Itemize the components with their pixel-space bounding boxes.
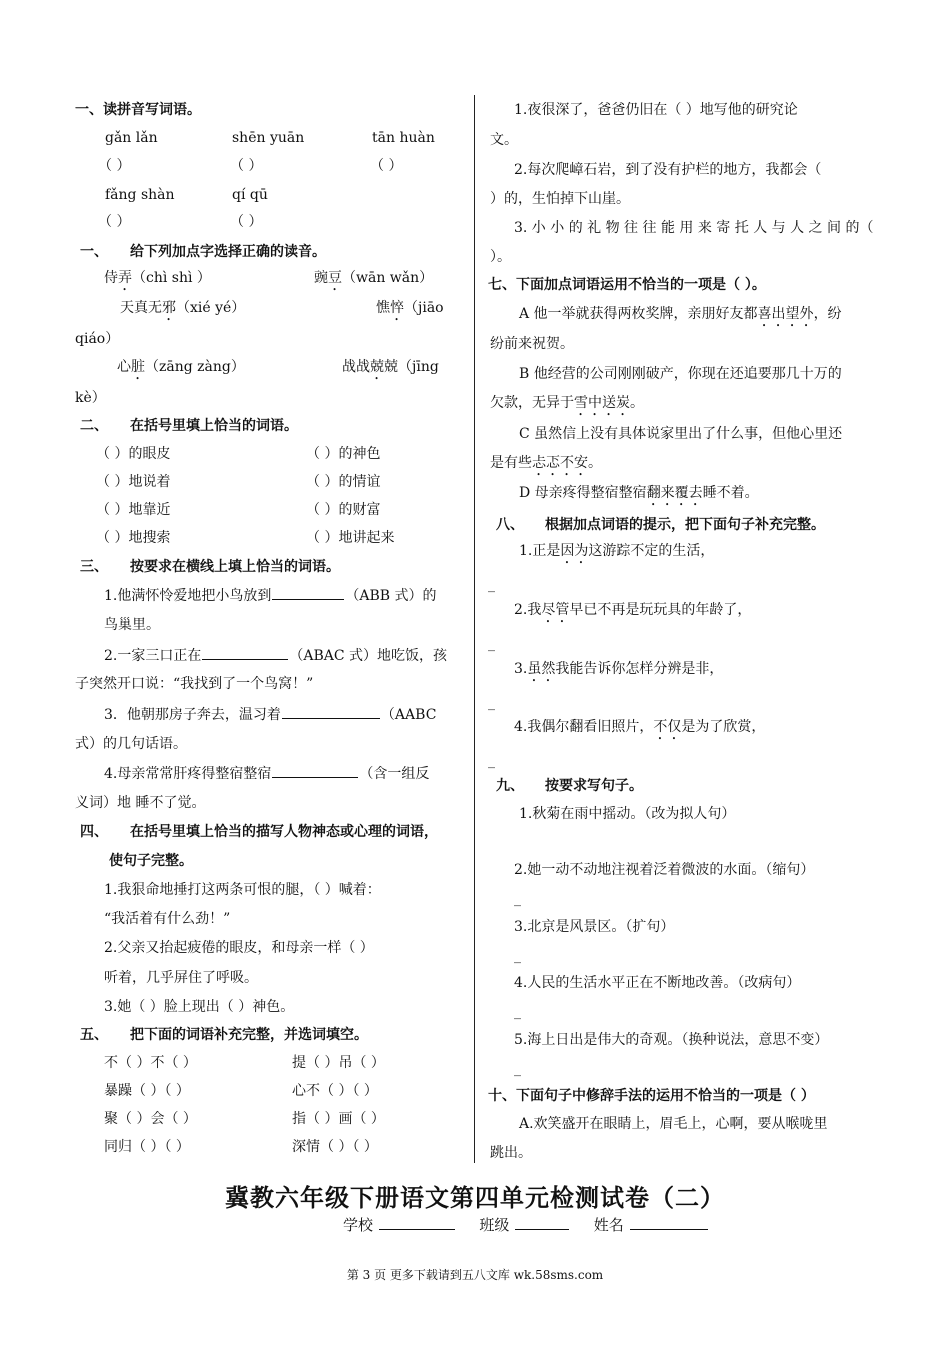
question: 3. 小 小 的 礼 物 往 往 能 用 来 寄 托 人 与 人 之 间 的（ [514,220,874,236]
school-label: 学校 [343,1216,374,1234]
question: 1.他满怀怜爱地把小鸟放到 （ABB 式）的 [104,585,437,606]
column-divider [474,95,475,1163]
reading-item-cont: kè） [75,390,106,406]
page-footer: 第 3 页 更多下载请到五八文库 wk.58sms.com [346,1268,604,1282]
pinyin-5: qí qū [232,187,268,203]
question: 1.秋菊在雨中摇动。（改为拟人句） [519,806,736,822]
pinyin-3: tān huàn [372,130,435,146]
section-10-heading: 十、下面句子中修辞手法的运用不恰当的一项是（ ） [488,1088,815,1104]
name-field[interactable] [630,1215,708,1230]
fill-item: （ ）的情谊 [306,474,381,490]
question: 2.我尽管早已不再是玩玩具的年龄了， [514,602,752,618]
question: 4.母亲常常肝疼得整宿整宿 （含一组反 [104,763,429,784]
option-a-cont: 纷前来祝贺。 [490,336,574,352]
question-cont: ）的，生怕掉下山崖。 [490,191,630,207]
answer-paren: （ ） [370,158,403,174]
section-8-heading: 根据加点词语的提示，把下面句子补充完整。 [545,517,825,533]
pinyin-2: shēn yuān [232,130,305,146]
question: 2.每次爬嶂石岩，到了没有护栏的地方，我都会（ [514,162,822,178]
idiom-item: 暴躁（ ）（ ） [104,1083,190,1099]
question-cont: 文。 [490,132,518,148]
question-cont: 听着，几乎屏住了呼吸。 [104,970,258,986]
question: 2.她一动不动地注视着泛着微波的水面。（缩句） [514,862,815,878]
fill-item: （ ）地讲起来 [306,530,395,546]
answer-line: _ [514,891,521,907]
idiom-item: 不（ ）不（ ） [104,1055,197,1071]
reading-item-cont: qiáo） [75,331,120,347]
section-4-number: 三、 [80,559,108,575]
reading-item: 豌豆（wān wǎn） [314,270,434,286]
question-cont: 鸟巢里。 [104,617,160,633]
question-cont: 式）的几句话语。 [75,736,187,752]
exam-title: 冀教六年级下册语文第四单元检测试卷（二） [225,1183,725,1212]
reading-item: 天真无邪（xié yé） [120,300,246,316]
question: 1.夜很深了，爸爸仍旧在（ ）地写他的研究论 [514,102,798,118]
reading-item: 憔悴（jiāo [376,300,444,316]
pinyin-4: fǎng shàn [105,187,175,203]
fill-item: （ ）的眼皮 [96,446,171,462]
question: 1.我狠命地捶打这两条可恨的腿，（ ）喊着： [104,882,381,898]
section-5-heading-cont: 使句子完整。 [109,853,193,869]
section-2-number: 一、 [80,244,108,260]
answer-line: _ [514,1061,521,1077]
question: 4.我偶尔翻看旧照片，不仅是为了欣赏， [514,719,766,735]
question: 3．他朝那房子奔去，温习着 （AABC [104,704,436,725]
answer-line: _ [514,948,521,964]
section-6-number: 五、 [80,1027,108,1043]
idiom-item: 同归（ ）（ ） [104,1139,190,1155]
answer-line: _ [514,1004,521,1020]
option-c-cont: 是有些忐忑不安。 [490,455,602,471]
idiom-item: 心不（ ）（ ） [292,1083,378,1099]
fill-item: （ ）的财富 [306,502,381,518]
question: 5.海上日出是伟大的奇观。（换种说法，意思不变） [514,1032,829,1048]
option-c: C 虽然信上没有具体说家里出了什么事，但他心里还 [519,426,843,442]
section-9-number: 九、 [496,778,524,794]
option-a: A 他一举就获得两枚奖牌，亲朋好友都喜出望外，纷 [519,306,842,322]
answer-line: _ [488,695,495,711]
idiom-item: 聚（ ）会（ ） [104,1111,197,1127]
question: 3.她（ ）脸上现出（ ）神色。 [104,999,295,1015]
section-5-number: 四、 [80,824,108,840]
question: 2.一家三口正在 （ABAC 式）地吃饭，孩 [104,645,447,666]
section-1-heading: 一、读拼音写词语。 [75,102,201,118]
idiom-item: 提（ ）吊（ ） [292,1055,385,1071]
question: 1.正是因为这游踪不定的生活， [519,543,715,559]
question-cont: ）。 [490,249,511,265]
option-b-cont: 欠款，无异于雪中送炭。 [490,395,644,411]
class-label: 班级 [479,1216,510,1234]
answer-paren: （ ） [98,214,131,230]
fill-item: （ ）地说着 [96,474,171,490]
class-field[interactable] [515,1215,569,1230]
answer-line: _ [488,636,495,652]
fill-item: （ ）地靠近 [96,502,171,518]
name-label: 姓名 [593,1216,624,1234]
option-a-cont: 跳出。 [490,1145,532,1161]
section-3-number: 二、 [80,418,108,434]
section-9-heading: 按要求写句子。 [545,778,643,794]
question: 2.父亲又抬起疲倦的眼皮，和母亲一样（ ） [104,940,374,956]
idiom-item: 深情（ ）（ ） [292,1139,378,1155]
question-cont: 子突然开口说：“我找到了一个鸟窝！” [75,676,314,692]
school-field[interactable] [379,1215,455,1230]
question-cont: 义词）地 睡不了觉。 [75,795,206,811]
answer-line: _ [488,577,495,593]
fill-item: （ ）地搜索 [96,530,171,546]
section-3-heading: 在括号里填上恰当的词语。 [130,418,298,434]
reading-item: 侍弄（chì shì ） [104,270,211,286]
answer-paren: （ ） [230,158,263,174]
idiom-item: 指（ ）画（ ） [292,1111,385,1127]
answer-line: _ [488,753,495,769]
question: 3.北京是风景区。（扩句） [514,919,675,935]
section-8-number: 八、 [496,517,524,533]
reading-item: 战战兢兢（jīng [342,359,439,375]
option-d: D 母亲疼得整宿整宿翻来覆去睡不着。 [519,485,759,501]
fill-item: （ ）的神色 [306,446,381,462]
section-2-heading: 给下列加点字选择正确的读音。 [130,244,326,260]
option-a: A.欢笑盛开在眼睛上，眉毛上，心啊，要从喉咙里 [519,1116,828,1132]
section-6-heading: 把下面的词语补充完整，并选词填空。 [130,1027,368,1043]
answer-paren: （ ） [98,158,131,174]
section-7-heading: 七、下面加点词语运用不恰当的一项是（ ）。 [488,277,766,293]
answer-paren: （ ） [230,214,263,230]
student-info [343,1214,709,1235]
pinyin-1: gǎn lǎn [105,130,158,146]
question: 4.人民的生活水平正在不断地改善。（改病句） [514,975,801,991]
section-5-heading: 在括号里填上恰当的描写人物神态或心理的词语， [130,824,438,840]
option-b: B 他经营的公司刚刚破产，你现在还追要那几十万的 [519,366,842,382]
section-4-heading: 按要求在横线上填上恰当的词语。 [130,559,340,575]
question-cont: “我活着有什么劲！” [104,911,231,927]
question: 3.虽然我能告诉你怎样分辨是非， [514,661,724,677]
reading-item: 心脏（zāng zàng） [117,359,245,375]
